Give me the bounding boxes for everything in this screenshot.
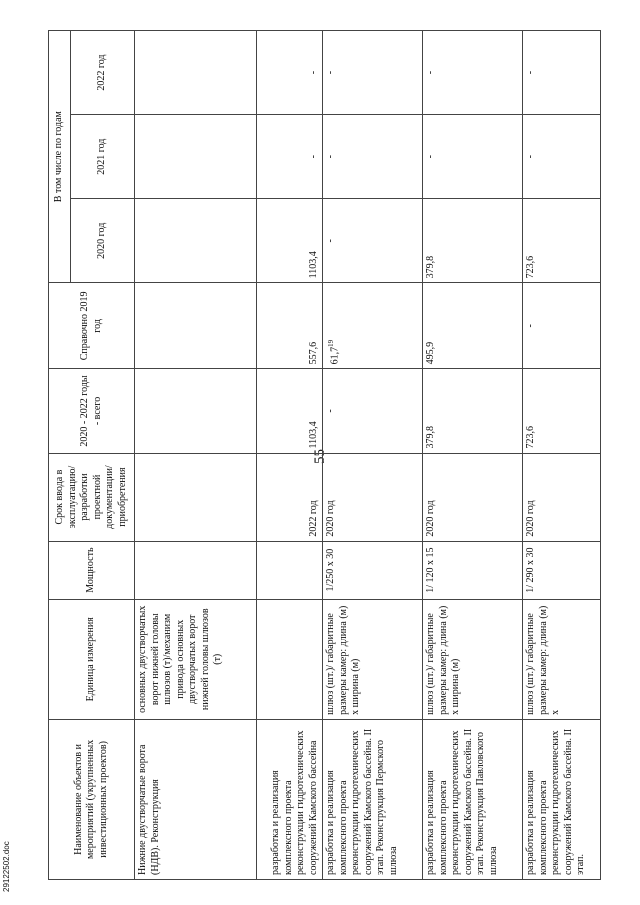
header-ref: Справочно 2019 год (49, 283, 135, 369)
cell-name: разработка и реализация комплексного проекта реконструкции гидротехнических сооружений Камского бассейна. II этап. (523, 719, 601, 879)
header-term: Срок ввода в эксплуатацию/ разработки проектной документации/ приобретения (49, 453, 135, 541)
cell-total: 379,8 (423, 369, 523, 453)
cell-name: Нижние двустворчатые ворота (НДВ). Реконструкция (135, 719, 257, 879)
cell-capacity (135, 541, 257, 599)
investment-table (48, 30, 601, 880)
cell-ref: 557,6 (257, 283, 323, 369)
cell-total: 723,6 (523, 369, 601, 453)
ref-value: 61,7 (329, 346, 341, 365)
cell-2020: 379,8 (423, 199, 523, 283)
cell-unit (257, 599, 323, 719)
document-sheet (48, 30, 618, 880)
cell-unit: основных двустворчатых ворот нижней головы шлюзов (т)/механизм привода основных двустворчатых ворот нижней головы шлюзов (т) (135, 599, 257, 719)
table-row (135, 31, 257, 880)
cell-2022: - (523, 31, 601, 115)
header-group: В том числе по годам (49, 31, 71, 283)
footer-document-code: 29122502.doc (2, 841, 11, 892)
cell-2022: - (323, 31, 423, 115)
page-number: 55 (311, 449, 328, 464)
cell-2020: 723,6 (523, 199, 601, 283)
cell-term: 2020 год (423, 453, 523, 541)
cell-ref: 495,9 (423, 283, 523, 369)
cell-term: 2020 год (323, 453, 423, 541)
cell-term: 2022 год (257, 453, 323, 541)
cell-2020 (135, 199, 257, 283)
cell-name: разработка и реализация комплексного проекта реконструкции гидротехнических сооружений Камского бассейна. II этап. Реконструкция Павловского шлюза (423, 719, 523, 879)
cell-unit: шлюз (шт.)/ габаритные размеры камер: длина (м) x (523, 599, 601, 719)
cell-total (135, 369, 257, 453)
table-row (323, 31, 423, 880)
cell-2021 (135, 115, 257, 199)
cell-2022: - (423, 31, 523, 115)
header-unit: Единица измерения (49, 599, 135, 719)
header-total: 2020 - 2022 годы - всего (49, 369, 135, 453)
header-2022: 2022 год (71, 31, 135, 115)
cell-2021: - (423, 115, 523, 199)
cell-2022: - (257, 31, 323, 115)
table-row (423, 31, 523, 880)
cell-2022 (135, 31, 257, 115)
cell-ref (135, 283, 257, 369)
table-row (257, 31, 323, 880)
cell-capacity (257, 541, 323, 599)
cell-term (135, 453, 257, 541)
cell-ref: - (523, 283, 601, 369)
header-2021: 2021 год (71, 115, 135, 199)
cell-2021: - (523, 115, 601, 199)
cell-capacity: 1/ 290 x 30 (523, 541, 601, 599)
footnote-marker: 19 (327, 339, 335, 347)
cell-unit: шлюз (шт.)/ габаритные размеры камер: длина (м) x ширина (м) (323, 599, 423, 719)
cell-unit: шлюз (шт.)/ габаритные размеры камер: длина (м) x ширина (м) (423, 599, 523, 719)
cell-name: разработка и реализация комплексного проекта реконструкции гидротехнических сооружений Камского бассейна. II этап. Реконструкция Пермского шлюза (323, 719, 423, 879)
cell-2021: - (257, 115, 323, 199)
cell-term: 2020 год (523, 453, 601, 541)
cell-total: 1103,4 (257, 369, 323, 453)
cell-2020: 1103,4 (257, 199, 323, 283)
cell-capacity: 1/ 120 x 15 (423, 541, 523, 599)
cell-name: разработка и реализация комплексного проекта реконструкции гидротехнических сооружений Камского бассейна (257, 719, 323, 879)
cell-2021: - (323, 115, 423, 199)
header-capacity: Мощность (49, 541, 135, 599)
header-name: Наименование объектов и мероприятий (укрупненных инвестиционных проектов) (49, 719, 135, 879)
cell-capacity: 1/250 x 30 (323, 541, 423, 599)
header-2020: 2020 год (71, 199, 135, 283)
table-row (523, 31, 601, 880)
cell-total: - (323, 369, 423, 453)
cell-ref (323, 283, 423, 369)
cell-2020: - (323, 199, 423, 283)
